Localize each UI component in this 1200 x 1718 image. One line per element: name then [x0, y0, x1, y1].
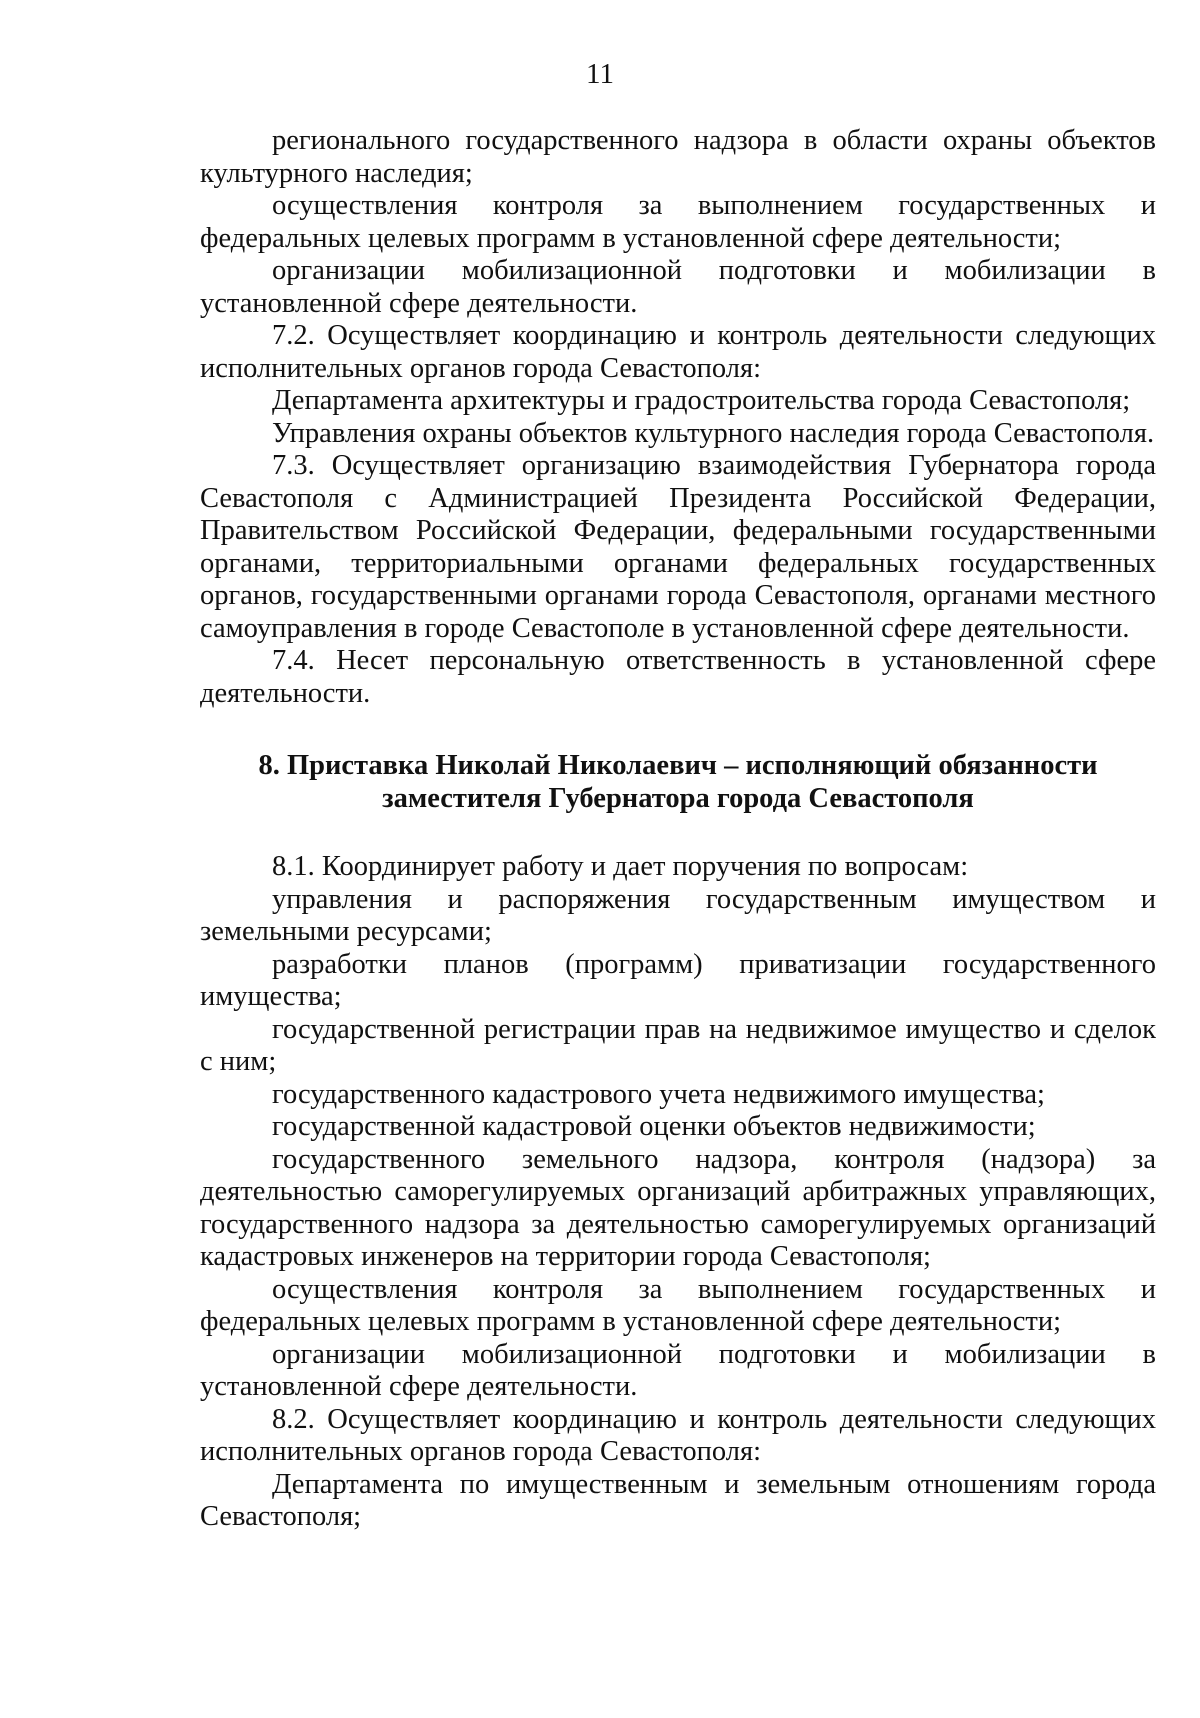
paragraph: Департамента по имущественным и земельным отношениям города Севастополя;	[200, 1468, 1156, 1532]
section-heading-line-1: 8. Приставка Николай Николаевич – исполняющий обязанности	[258, 750, 1098, 781]
section-heading	[200, 750, 1156, 815]
paragraph: осуществления контроля за выполнением государственных и федеральных целевых программ в установленной сфере деятельности;	[200, 1273, 1156, 1337]
paragraph: осуществления контроля за выполнением государственных и федеральных целевых программ в установленной сфере деятельности;	[200, 190, 1156, 254]
paragraph: Департамента архитектуры и градостроительства города Севастополя;	[272, 385, 1131, 416]
paragraph: государственного земельного надзора, контроля (надзора) за деятельностью саморегулируемых организаций арбитражных управляющих, государственного надзора за деятельностью саморегулируемых организаций кадастровых инженеров на территории города Севастополя;	[200, 1143, 1156, 1272]
document-body	[200, 125, 1156, 1534]
paragraph: государственной кадастровой оценки объектов недвижимости;	[272, 1111, 1036, 1142]
paragraph: разработки планов (программ) приватизации государственного имущества;	[200, 948, 1156, 1012]
paragraph: 7.2. Осуществляет координацию и контроль деятельности следующих исполнительных органов города Севастополя:	[200, 320, 1156, 384]
section-heading-line-2: заместителя Губернатора города Севастополя	[382, 782, 974, 814]
paragraph: организации мобилизационной подготовки и мобилизации в установленной сфере деятельности.	[200, 1338, 1156, 1402]
paragraph: 8.1. Координирует работу и дает поручения по вопросам:	[272, 851, 969, 882]
paragraph: государственной регистрации прав на недвижимое имущество и сделок с ним;	[200, 1013, 1156, 1077]
paragraph: регионального государственного надзора в области охраны объектов культурного наследия;	[200, 125, 1156, 189]
paragraph: управления и распоряжения государственным имуществом и земельными ресурсами;	[200, 883, 1156, 947]
paragraph: 8.2. Осуществляет координацию и контроль деятельности следующих исполнительных органов города Севастополя:	[200, 1403, 1156, 1467]
paragraph: 7.3. Осуществляет организацию взаимодействия Губернатора города Севастополя с Администрацией Президента Российской Федерации, Правительством Российской Федерации, федеральными государственными органами, территориальными органами федеральных государственных органов, государственными органами города Севастополя, органами местного самоуправления в городе Севастополе в установленной сфере деятельности.	[200, 450, 1156, 644]
paragraph: организации мобилизационной подготовки и мобилизации в установленной сфере деятельности.	[200, 255, 1156, 319]
paragraph: государственного кадастрового учета недвижимого имущества;	[272, 1078, 1045, 1110]
paragraph: 7.4. Несет персональную ответственность в установленной сфере деятельности.	[200, 645, 1156, 709]
page-number: 11	[586, 58, 614, 90]
paragraph: Управления охраны объектов культурного наследия города Севастополя.	[272, 417, 1155, 449]
